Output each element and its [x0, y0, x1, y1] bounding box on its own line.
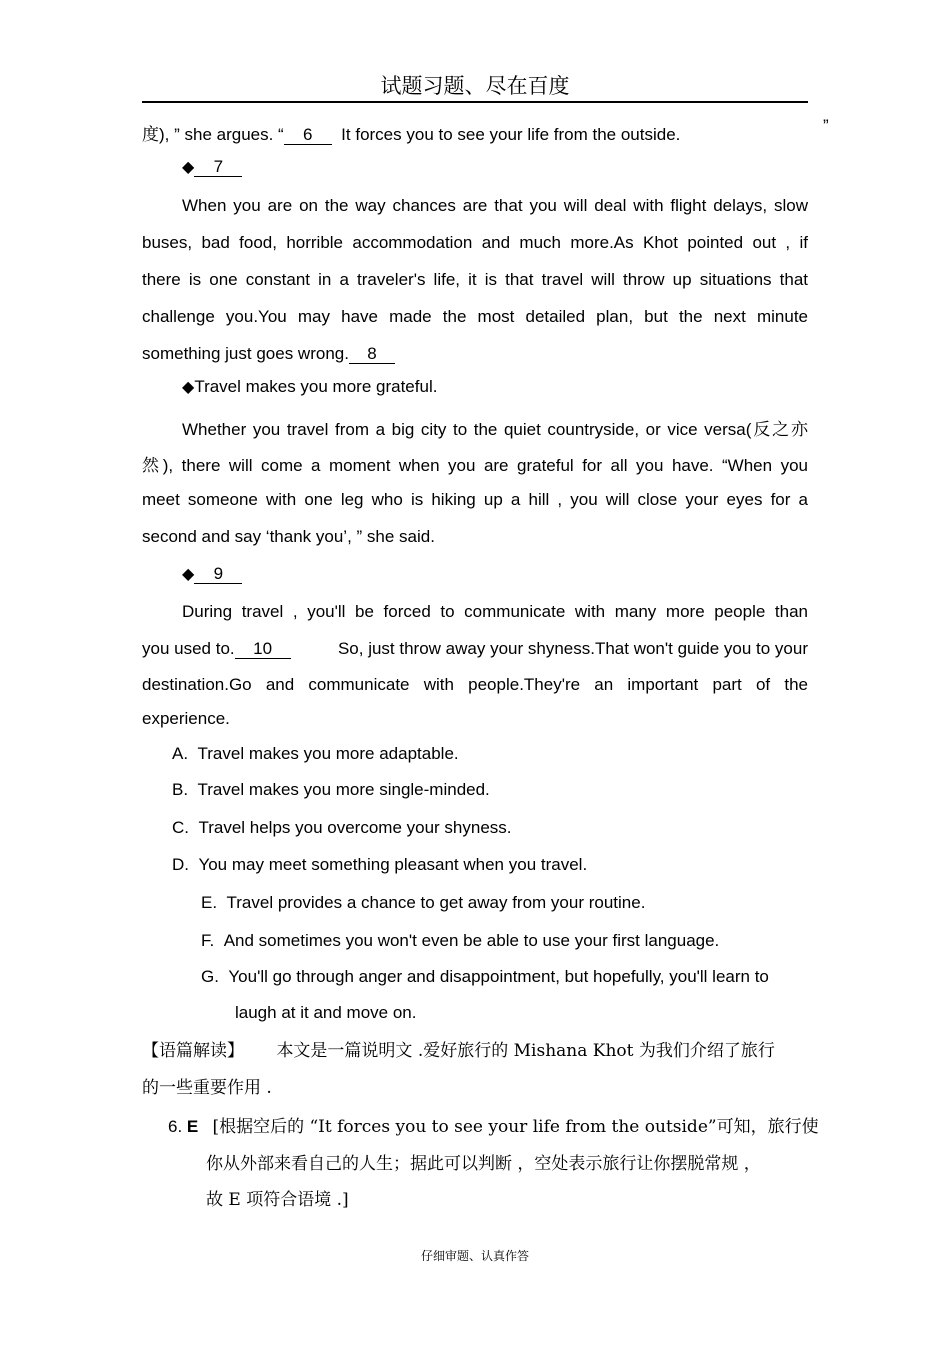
passage-text: you used to. [142, 639, 235, 658]
option-letter: A. [172, 744, 189, 763]
option-g-continued: laugh at it and move on. [235, 1003, 417, 1022]
option-letter: G. [201, 967, 219, 986]
heading-text: Travel makes you more grateful. [194, 377, 438, 396]
closing-quote: ” [823, 116, 829, 135]
answer-letter: E [186, 1117, 199, 1136]
option-f [201, 931, 719, 951]
paragraph-line: Whether you travel from a big city to the quiet countryside, or vice versa(反之亦 [182, 420, 808, 439]
page-title: 试题习题、尽在百度 [380, 74, 570, 98]
passage-text: It forces you to see your life from the outside. [341, 125, 681, 144]
answer-explanation: 故 E 项符合语境 .] [206, 1190, 349, 1210]
analysis-line [142, 1036, 775, 1061]
answer-6 [168, 1112, 819, 1137]
blank-8: 8 [349, 345, 395, 364]
option-e [201, 893, 645, 913]
passage-text: So, just throw away your shyness.That won't guide you to your [337, 639, 808, 658]
option-text: Travel provides a chance to get away from your routine. [226, 893, 646, 912]
passage-text: 度), ” she argues. “ [142, 125, 284, 144]
passage-text: something just goes wrong. [142, 344, 349, 363]
paragraph-line: challenge you.You may have made the most detailed plan, but the next minute [142, 307, 808, 326]
option-text: Travel makes you more single-minded. [197, 780, 490, 799]
option-text: Travel makes you more adaptable. [197, 744, 459, 763]
paragraph-line: When you are on the way chances are that you will deal with flight delays, slow [182, 196, 808, 215]
passage-line [142, 120, 680, 145]
option-letter: B. [172, 780, 189, 799]
paragraph-line: During travel , you'll be forced to communicate with many more people than [182, 602, 808, 621]
option-d [172, 855, 587, 875]
analysis-label: 【语篇解读】 [142, 1041, 244, 1061]
paragraph-line: destination.Go and communicate with people.They're an important part of the [142, 675, 808, 694]
option-a [172, 744, 459, 764]
page-footer: 仔细审题、认真作答 [420, 1249, 529, 1263]
option-b [172, 780, 490, 800]
option-letter: D. [172, 855, 189, 874]
blank-10: 10 [235, 640, 291, 659]
paragraph-line: meet someone with one leg who is hiking up a hill , you will close your eyes for a [142, 490, 808, 509]
option-text: You may meet something pleasant when you travel. [198, 855, 588, 874]
option-letter: E. [201, 893, 218, 912]
option-letter: C. [172, 818, 189, 837]
option-text: Travel helps you overcome your shyness. [198, 818, 512, 837]
heading-9 [182, 564, 242, 584]
option-text: And sometimes you won't even be able to use your first language. [223, 931, 720, 950]
paragraph-line: experience. [142, 709, 230, 728]
diamond-icon: ◆ [182, 566, 195, 583]
heading-7 [182, 157, 242, 177]
paragraph-line: buses, bad food, horrible accommodation and much more.As Khot pointed out , if [142, 233, 808, 252]
blank-7: 7 [194, 158, 242, 177]
paragraph-line [142, 639, 808, 659]
blank-9: 9 [194, 565, 242, 584]
option-g [201, 967, 769, 987]
paragraph-line: there is one constant in a traveler's life, it is that travel will throw up situations that [142, 270, 808, 289]
diamond-icon: ◆ [182, 159, 195, 176]
heading-grateful [182, 377, 437, 397]
option-letter: F. [201, 931, 215, 950]
analysis-text: 本文是一篇说明文 .爱好旅行的 Mishana Khot 为我们介绍了旅行 [276, 1041, 775, 1061]
analysis-line: 的一些重要作用 . [142, 1078, 272, 1098]
paragraph-line: second and say ‘thank you’, ” she said. [142, 527, 435, 546]
blank-6: 6 [284, 126, 332, 145]
paragraph-line: 然), there will come a moment when you are grateful for all you have. “When you [142, 456, 808, 475]
answer-number: 6. [168, 1117, 183, 1136]
paragraph-line [142, 344, 395, 364]
answer-explanation: [根据空后的 “It forces you to see your life from the outside”可知，旅行使 [212, 1117, 819, 1137]
option-text: You'll go through anger and disappointment, but hopefully, you'll learn to [228, 967, 769, 986]
header-rule [142, 101, 808, 103]
answer-explanation: 你从外部来看自己的人生；据此可以判断 ，空处表示旅行让你摆脱常规 ， [206, 1154, 761, 1174]
option-c [172, 818, 512, 838]
diamond-icon: ◆ [182, 379, 195, 396]
